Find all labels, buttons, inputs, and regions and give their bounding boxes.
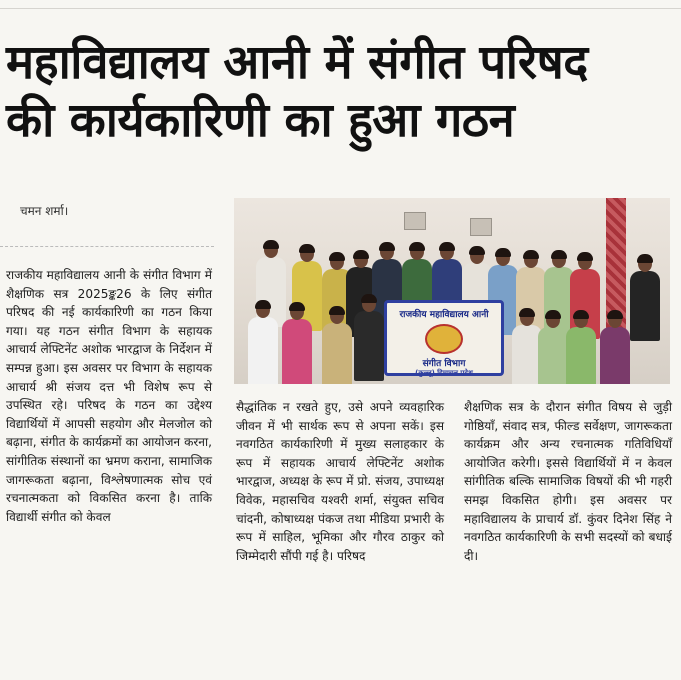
person-hair [607,310,623,319]
headline-line-2: की कार्यकारिणी का हुआ गठन [6,93,515,148]
banner-title: राजकीय महाविद्यालय आनी [399,310,489,320]
wall-frame [470,218,492,236]
person-body [354,311,384,381]
person-hair [299,244,315,253]
banner-line-2: संगीत विभाग [422,359,466,369]
person-hair [379,242,395,251]
person-hair [329,252,345,261]
person-body [282,319,312,384]
person-body [538,327,568,384]
person-hair [409,242,425,251]
person-body [566,327,596,384]
article-column-2: सैद्धांतिक न रखते हुए, उसे अपने व्यवहारिक जीवन में भी सार्थक रूप से अपना सकें। इस नवगठित कार्यकारिणी में मुख्य सलाहकार के रूप में सहायक आचार्य लेफ्टिनेंट अशोक भारद्वाज, अध्यक्ष के रूप में प्रो. संजय, उपाध्यक्ष विवेक, महासचिव यश्वरी शर्मा, संयुक्त सचिव चांदनी, कोषाध्यक्ष पंकज तथा मीडिया प्रभारी के रूप में साहिल, भूमिका और गौरव ठाकुर को जिम्मेदारी सौंपी गई है। परिषद [236,400,444,563]
person-hair [255,300,271,309]
person-hair [519,308,535,317]
person-hair [551,250,567,259]
banner-line-3: (कुल्लू) हिमाचल प्रदेश [415,369,473,377]
person-hair [637,254,653,263]
person-hair [469,246,485,255]
byline-divider [0,246,214,247]
article-column-3: शैक्षणिक सत्र के दौरान संगीत विषय से जुड़ी गोष्ठियाँ, संवाद सत्र, फील्ड सर्वेक्षण, जागरूकता कार्यक्रम और अन्य रचनात्मक गतिविधियाँ आयोजित करेगी। इससे विद्यार्थियों में न केवल सांगीतिक बल्कि सामाजिक विषयों की भी गहरी समझ विकसित होगी। इस अवसर पर महाविद्यालय के प्राचार्य डॉ. कुंवर दिनेश सिंह ने नवगठित कार्यकारिणी के सभी सदस्यों को बधाई दी। [464,400,672,563]
person-hair [263,240,279,249]
person-hair [329,306,345,315]
person-body [630,271,660,341]
person-hair [523,250,539,259]
person-hair [289,302,305,311]
headline [6,34,676,150]
person-hair [439,242,455,251]
headline-line-1: महाविद्यालय आनी में संगीत परिषद [6,35,588,90]
article-column-1: राजकीय महाविद्यालय आनी के संगीत विभाग में शैक्षणिक सत्र 2025ङ्क26 के लिए संगीत परिषद की नई कार्यकारिणी का गठन किया गया। यह गठन संगीत विभाग के सहायक आचार्य लेफ्टिनेंट अशोक भारद्वाज के निर्देशन में सम्पन्न हुआ। इस अवसर पर विभाग के सहायक आचार्य श्री संजय दत्त भी विशेष रूप से उपस्थित रहे। परिषद के गठन का उद्देश्य विद्यार्थियों में आपसी सहयोग और मेलजोल को बढ़ाना, संगीत के कार्यक्रमों का आयोजन करना, सांगीतिक संस्थानों का भ्रमण कराना, सामाजिक जागरूकता बढ़ाना, विश्लेषणात्मक सोच एवं रचनात्मकता को विकसित करना है। ताकि विद्यार्थी संगीत को केवल [6,268,212,524]
person-body [322,323,352,384]
emblem-icon [425,324,463,354]
person-hair [577,252,593,261]
person-hair [353,250,369,259]
department-banner [384,300,504,376]
top-rule [0,0,681,9]
person-body [248,317,278,384]
group-photo [234,198,670,384]
wall-frame [404,212,426,230]
person-hair [573,310,589,319]
person-hair [361,294,377,303]
byline: चमन शर्मा। [20,204,69,218]
person-hair [495,248,511,257]
person-hair [545,310,561,319]
person-body [600,327,630,384]
